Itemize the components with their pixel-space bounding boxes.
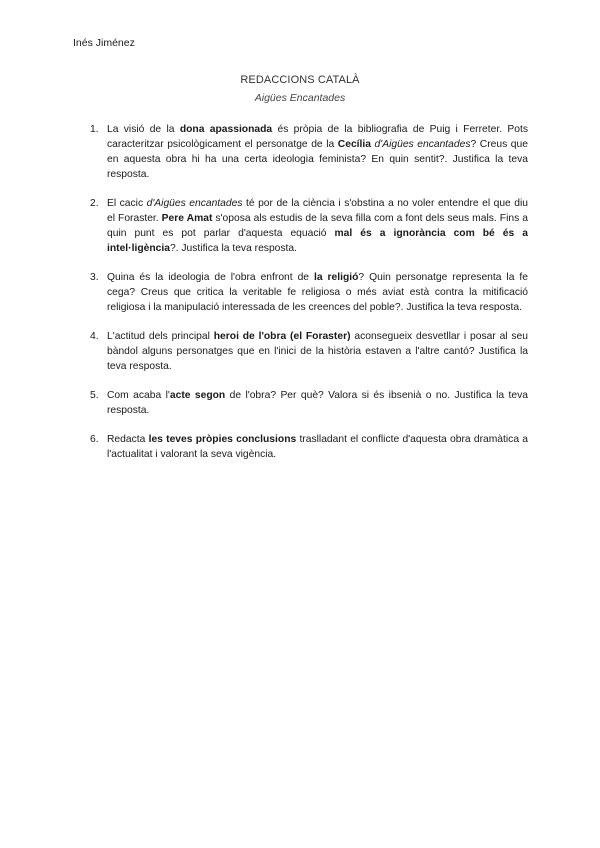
text-run: s'oposa als estudis de la seva filla com a font dels seus mals. Fins a quin punt es pot parlar d'aquesta equació xyxy=(107,213,528,239)
text-run: té por de la ciència i s'obstina a no voler entendre el que diu el Foraster. xyxy=(107,198,528,224)
question-number: 2. xyxy=(90,198,99,209)
text-run: Com acaba l' xyxy=(107,390,170,401)
emphasis-bold: acte segon xyxy=(169,390,226,401)
question-number: 4. xyxy=(90,331,99,342)
question-number: 6. xyxy=(90,434,99,445)
question-item xyxy=(90,432,528,462)
text-run: ? Quin personatge representa la fe cega? Creus que critica la veritable fe religiosa o més aviat està contra la mitificació religiosa i la manipulació interessada de les creences del poble?. Justifica la teva resposta. xyxy=(107,272,528,313)
text-run: Quina és la ideologia de l'obra enfront de xyxy=(107,272,314,283)
question-item xyxy=(90,122,528,182)
question-number: 5. xyxy=(90,390,99,401)
text-run: traslladant el conflicte d'aquesta obra dramàtica a l'actualitat i valorant la seva vigència. xyxy=(107,434,529,460)
text-run: ?. Justifica la teva resposta. xyxy=(169,243,298,254)
text-run: La visió de la xyxy=(107,124,180,135)
author-name: Inés Jiménez xyxy=(73,37,135,49)
question-item xyxy=(90,196,528,256)
emphasis-bold: mal és a ignorància com bé és a intel·ligència xyxy=(107,228,528,254)
document-subtitle: Aigües Encantades xyxy=(254,92,346,104)
question-number: 3. xyxy=(90,272,99,283)
question-item xyxy=(90,388,528,418)
emphasis-bold: Cecília xyxy=(337,139,371,150)
text-run: L'actitud dels principal xyxy=(107,331,214,342)
emphasis-bold: la religió xyxy=(313,272,359,283)
question-item xyxy=(90,329,528,374)
question-text xyxy=(107,390,528,416)
emphasis-bold: heroi de l'obra (el Foraster) xyxy=(213,331,351,342)
document-title: REDACCIONS CATALÀ xyxy=(240,74,360,86)
question-text xyxy=(107,331,528,372)
question-text xyxy=(107,434,528,460)
emphasis-bold: dona apassionada xyxy=(179,124,273,135)
question-text xyxy=(107,272,528,313)
text-run: de l'obra? Per què? Valora si és ibsenià o no. Justifica la teva resposta. xyxy=(107,390,529,416)
text-run: és pròpia de la bibliografia de Puig i Ferreter. Pots caracteritzar psicològicament el personatge de la xyxy=(107,124,529,150)
emphasis-italic: d'Aigües encantades xyxy=(374,139,471,150)
question-text xyxy=(107,124,528,180)
question-text xyxy=(107,198,528,254)
question-list xyxy=(90,122,528,476)
text-run: ? Creus que en aquesta obra hi ha una certa ideologia feminista? En quin sentit?. Justifica la teva resposta. xyxy=(107,139,528,180)
text-run: Redacta xyxy=(107,434,149,445)
text-run: El cacic xyxy=(107,198,147,209)
question-item xyxy=(90,270,528,315)
emphasis-italic: d'Aigües encantades xyxy=(146,198,243,209)
text-run: aconsegueix desvetllar i posar al seu bàndol alguns personatges que en l'inici de la història estaven a l'altre cantó? Justifica la teva resposta. xyxy=(107,331,529,372)
emphasis-bold: les teves pròpies conclusions xyxy=(148,434,297,445)
question-number: 1. xyxy=(90,124,99,135)
emphasis-bold: Pere Amat xyxy=(161,213,213,224)
